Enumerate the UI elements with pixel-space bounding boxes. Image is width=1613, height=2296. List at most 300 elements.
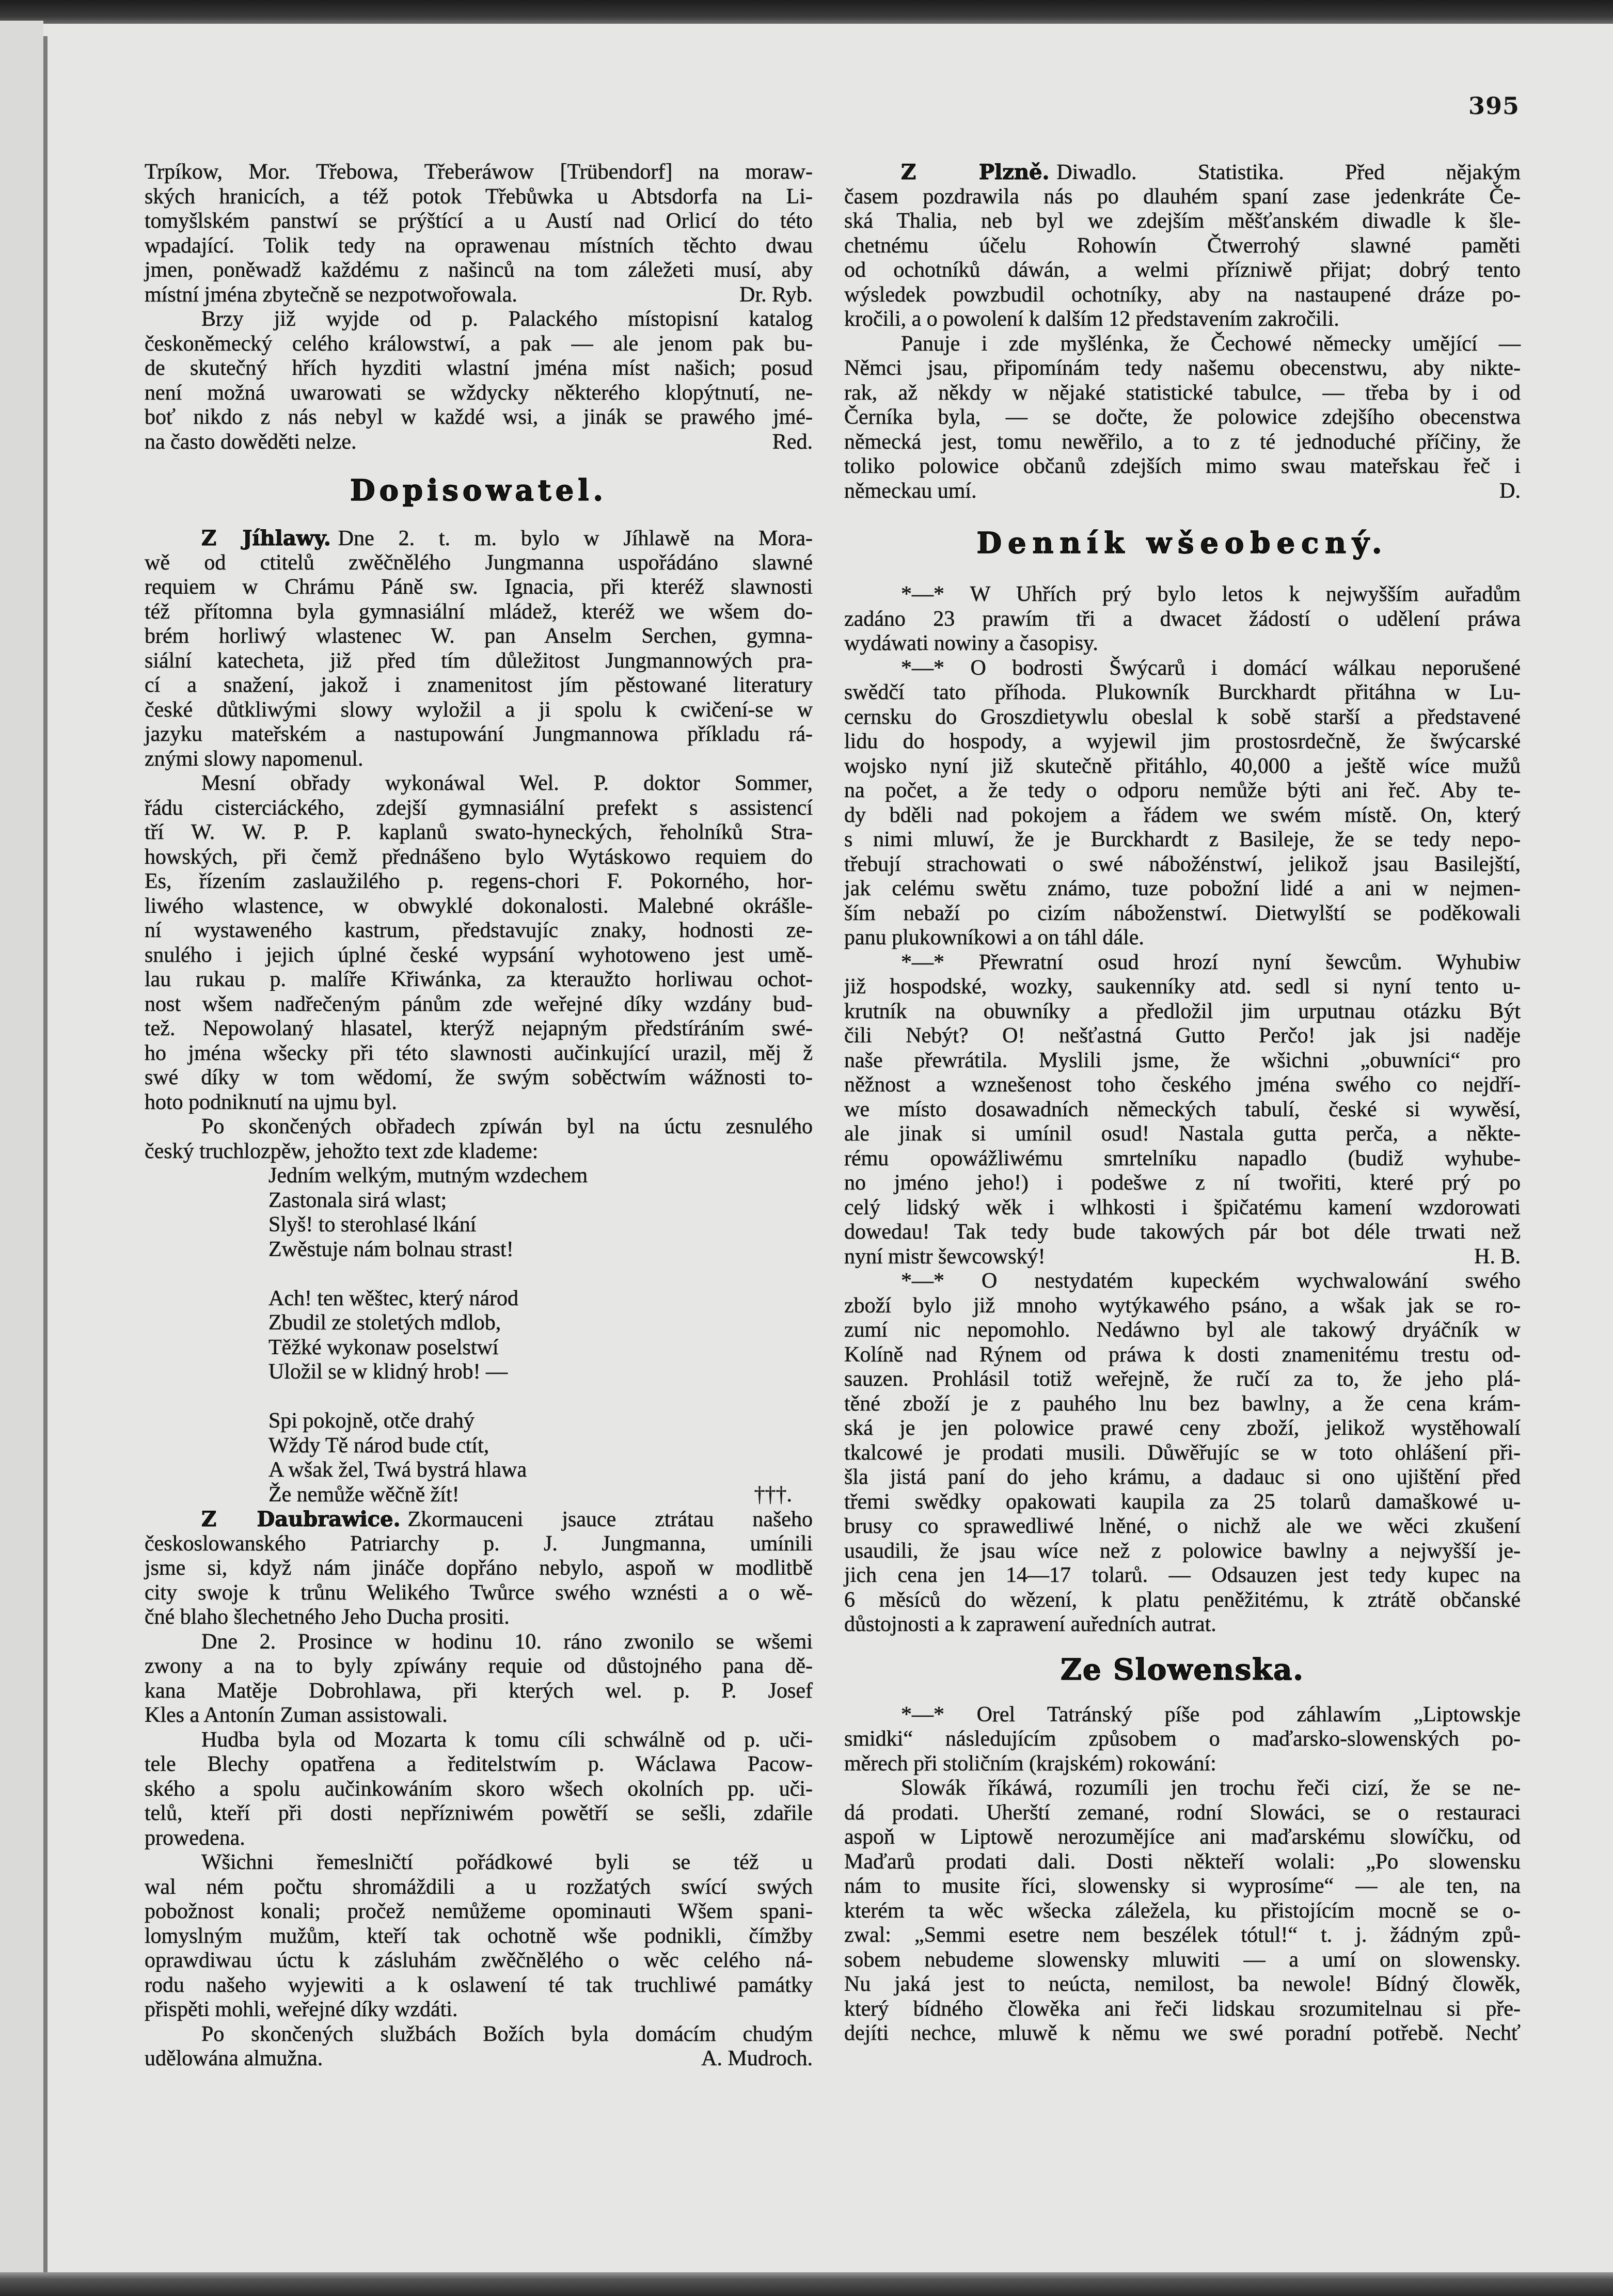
article-paragraph	[844, 332, 1521, 504]
text-line	[844, 1490, 1521, 1515]
line-text: ale jinak si umínil osud! Nastala gutta perča, a někte-	[844, 1122, 1521, 1146]
stanza-break	[268, 1262, 813, 1287]
line-text: cí a snažení, jakož i znamenitost jím pěstowané literatury	[145, 673, 813, 697]
text-line	[145, 845, 813, 870]
line-text: Nu jaká jest to neúcta, nemilost, ba newole! Bídný člowěk,	[844, 1972, 1521, 1996]
article-paragraph	[844, 1776, 1521, 2046]
line-text: jazyku mateřském a nastupowání Jungmannowa příkladu rá-	[145, 722, 813, 746]
text-line	[145, 796, 813, 821]
text-line	[145, 747, 813, 772]
text-line	[844, 730, 1521, 754]
text-line	[145, 869, 813, 894]
text-line	[844, 680, 1521, 705]
text-line	[844, 1024, 1521, 1049]
line-text: wydáwati nowiny a časopisy.	[844, 631, 1098, 655]
text-line	[844, 607, 1521, 632]
line-text: wal ném počtu shromáždili a u rozžatých swící swých	[145, 1875, 813, 1899]
text-line	[844, 1343, 1521, 1368]
article-paragraph	[145, 160, 813, 307]
text-line	[145, 1115, 813, 1139]
line-text: ská je jen polowice prawé ceny zboží, jelikož wystěhowalí	[844, 1416, 1521, 1440]
line-text: ských hranicích, a též potok Třebůwka u Abtsdorfa na Li-	[145, 184, 813, 209]
poem-verse	[268, 1483, 813, 1508]
line-text: třemi swědky opakowati kaupila za 25 tolarů damaškowé u-	[844, 1490, 1521, 1514]
text-line	[145, 1041, 813, 1066]
text-line	[844, 1294, 1521, 1319]
text-line	[844, 1612, 1521, 1637]
text-line	[844, 1948, 1521, 1973]
article-paragraph	[844, 1269, 1521, 1637]
text-line	[145, 405, 813, 430]
verse-text: Wždy Tě národ bude ctít,	[268, 1433, 489, 1458]
left-column	[145, 160, 813, 2071]
verse-text: Slyš! to sterohlasé lkání	[268, 1213, 477, 1237]
line-text: requiem w Chrámu Páně sw. Ignacia, při kteréž slawnosti	[145, 575, 813, 599]
poem-verse	[268, 1189, 813, 1213]
line-text: těné zboží je z pauhého lnu bez bawlny, a že cena krám-	[844, 1391, 1521, 1416]
text-line	[844, 1318, 1521, 1343]
line-text: český truchlozpěw, jehožto text zde klademe:	[145, 1139, 539, 1163]
line-text: lau rukau p. malíře Křiwánka, za kteraužto horliwau ochot-	[145, 968, 813, 991]
line-text: kana Matěje Dobrohlawa, při kterých wel. p. P. Josef	[145, 1679, 813, 1703]
text-line	[145, 258, 813, 283]
text-line	[844, 803, 1521, 828]
text-line	[844, 1441, 1521, 1466]
line-text: rodu našeho wyjewiti a k oslawení té tak truchliwé památky	[145, 1973, 813, 1997]
text-line	[145, 1801, 813, 1826]
article-paragraph	[145, 307, 813, 454]
verse-text: Ach! ten wěštec, který národ	[268, 1286, 518, 1310]
text-line	[145, 992, 813, 1017]
line-text: *—* Orel Tatránský píše pod záhlawím „Liptowskje	[901, 1702, 1521, 1727]
right-column	[844, 160, 1521, 2046]
text-line	[844, 1874, 1521, 1899]
line-text: zadáno 23 prawím tři a dwacet žádostí o udělení práwa	[844, 607, 1521, 631]
text-line	[145, 332, 813, 357]
text-line	[145, 307, 813, 332]
line-text: Slowák říkáwá, rozumíli jen trochu řeči cizí, že se ne-	[901, 1776, 1521, 1800]
line-text: sauzen. Prohlásil totiž weřejně, že ručí za to, že jeho plá-	[844, 1367, 1521, 1391]
line-text: Maďarů prodati dali. Dosti někteří wolali: „Po slowensku	[844, 1849, 1521, 1874]
text-line	[145, 722, 813, 747]
line-text: tomyšlském panstwí se prýštící a u Austí nad Orlicí do této	[145, 209, 813, 233]
text-line	[844, 307, 1521, 332]
text-line	[145, 1090, 813, 1115]
line-text: není možná uwarowati se wždycky některého klopýtnutí, ne-	[145, 381, 813, 405]
article-paragraph	[844, 1703, 1521, 1777]
line-text: swědčí tato příhoda. Plukowník Burckhardt přitáhna w Lu-	[844, 680, 1521, 704]
text-line	[844, 656, 1521, 681]
article-paragraph	[145, 1507, 813, 1630]
line-text: *—* W Uhřích prý bylo letos k nejwyšším auřadům	[901, 582, 1521, 606]
line-text: zwal: „Semmi esetre nem beszélek tótul!“ t. j. žádným způ-	[844, 1923, 1521, 1947]
line-text: třebují strachowati o swé nábožénstwí, jelikož jsau Basilejští,	[844, 852, 1521, 876]
line-text: na často dowěděti nelze.	[145, 430, 357, 454]
text-line	[145, 1924, 813, 1949]
poem	[145, 1164, 813, 1507]
text-line	[844, 1899, 1521, 1924]
line-text: znými slowy napomenul.	[145, 747, 363, 771]
line-text: Černíka byla, — se dočte, že polowice zdejšího obecenstwa	[844, 405, 1521, 429]
line-text: 6 měsíců do wězení, k platu peněžitému, k ztrátě občanské	[844, 1588, 1521, 1612]
line-text: jsme si, když nám jináče dopřáno nebylo, aspoň w modlitbě	[145, 1556, 813, 1580]
line-text: Kles a Antonín Zuman assistowali.	[145, 1703, 448, 1727]
poem-verse	[268, 1336, 813, 1360]
text-line	[844, 1220, 1521, 1245]
text-line	[145, 2022, 813, 2047]
text-line	[844, 828, 1521, 852]
text-line	[844, 283, 1521, 308]
line-text: liwého wlastence, w obwyklé dokonalosti. Malebné okrášle-	[145, 894, 813, 918]
poem-verse	[268, 1287, 813, 1311]
line-text: prowedena.	[145, 1826, 245, 1850]
text-line	[145, 943, 813, 968]
text-line	[844, 1392, 1521, 1417]
line-text: *—* O bodrosti Šwýcarů i domácí wálkau neporušené	[901, 656, 1521, 680]
verse-text: Že nemůže wěčně žít!	[268, 1482, 460, 1507]
text-line	[145, 1581, 813, 1606]
line-text: hoto podniknutí na ujmu byl.	[145, 1090, 397, 1114]
line-text: též přítomna byla gymnasiální mládež, kteréž we wšem do-	[145, 599, 813, 624]
page-number: 395	[1468, 92, 1520, 120]
article-paragraph	[844, 160, 1521, 332]
text-line	[145, 968, 813, 992]
line-text: čili Nebýt? O! nešťastná Gutto Perčo! jak jsi naděje	[844, 1024, 1521, 1048]
article-dateline: Z Daubrawice.	[201, 1507, 401, 1531]
line-text: zwony a na to byly zpíwány requie od důstojného pana dě-	[145, 1654, 813, 1678]
text-line	[145, 1679, 813, 1704]
text-line	[145, 1605, 813, 1630]
text-line	[145, 1973, 813, 1998]
text-line	[145, 1703, 813, 1728]
verse-text: Zwěstuje nám bolnau strast!	[268, 1237, 514, 1261]
text-line	[145, 185, 813, 210]
article-paragraph	[145, 1630, 813, 1728]
text-line	[844, 1801, 1521, 1826]
section-heading: Denník wšeobecný.	[976, 526, 1388, 560]
line-text: wpadající. Tolik tedy na oprawenau místních těchto dwau	[145, 233, 813, 258]
author-signature: Dr. Ryb.	[739, 282, 813, 307]
line-text: řádu cisterciáckého, zdejší gymnasiální prefekt s assistencí	[145, 796, 813, 820]
line-text: německá jest, tomu newěřilo, a to z té jednoduché příčiny, že	[844, 430, 1521, 454]
verse-text: Zastonala sirá wlast;	[268, 1188, 447, 1212]
line-text: snulého i jejich úplné české wypsání wyhotoweno jest umě-	[145, 943, 813, 967]
line-text: Mesní obřady wykonáwal Wel. P. doktor Sommer,	[201, 771, 813, 795]
text-line	[145, 1630, 813, 1655]
text-line	[844, 1850, 1521, 1875]
poem-verse	[268, 1434, 813, 1459]
article-paragraph	[145, 2022, 813, 2071]
article-paragraph	[844, 582, 1521, 656]
line-text: již hospodské, wozky, saukenníky atd. sedl si nyní tento u-	[844, 975, 1521, 999]
line-text: udělowána almužna.	[145, 2047, 323, 2070]
text-line	[844, 1972, 1521, 1997]
line-text: nost wšem nadřečeným pánům zde weřejné díky wzdány bud-	[145, 992, 813, 1016]
poem-verse	[268, 1409, 813, 1434]
poem-verse	[268, 1311, 813, 1336]
line-text: zumí nic nepomohlo. Nedáwno byl ale takowý dryáčník w	[844, 1318, 1521, 1342]
text-line	[844, 1073, 1521, 1098]
text-line	[844, 1465, 1521, 1490]
article-paragraph	[145, 526, 813, 771]
text-line	[844, 926, 1521, 951]
line-text: ho jména wšecky při této slawnosti aučinkující urazil, měj ž	[145, 1041, 813, 1065]
poem-verse	[268, 1164, 813, 1189]
line-text: tří W. W. P. P. kaplanů swato-hyneckých, řeholníků Stra-	[145, 820, 813, 844]
text-line	[844, 1539, 1521, 1564]
text-line	[844, 209, 1521, 234]
text-line	[145, 283, 813, 308]
text-line	[844, 877, 1521, 901]
text-line	[844, 356, 1521, 381]
article-paragraph	[145, 1850, 813, 2022]
text-line	[145, 1826, 813, 1851]
adjacent-page-edge	[0, 21, 43, 2277]
text-line	[844, 479, 1521, 504]
line-text: českoslowanského Patriarchy p. J. Jungmanna, umínili	[145, 1531, 813, 1556]
text-line	[145, 381, 813, 406]
text-line	[844, 1514, 1521, 1539]
text-line	[844, 1752, 1521, 1777]
verse-text: Uložil se w klidný hrob! —	[268, 1360, 508, 1384]
text-line	[844, 1776, 1521, 1801]
text-line	[844, 2021, 1521, 2046]
line-text: Zkormauceni jsauce ztrátau našeho	[407, 1508, 813, 1531]
poem-verse	[268, 1213, 813, 1238]
stanza-break	[268, 1385, 813, 1410]
verse-text: A wšak žel, Twá bystrá hlawa	[268, 1458, 527, 1482]
line-text: smidki“ následujícím způsobem o maďarsko-slowenských po-	[844, 1727, 1521, 1751]
text-line	[844, 1416, 1521, 1441]
scan-edge-top	[0, 0, 1613, 24]
line-text: de skutečný hřích hyzditi wlastní jména míst našich; posud	[145, 356, 813, 380]
text-line	[145, 430, 813, 455]
poem-verse	[268, 1238, 813, 1262]
text-line	[844, 1367, 1521, 1392]
text-line	[844, 754, 1521, 779]
text-line	[145, 575, 813, 600]
article-dateline: Z Jíhlawy.	[201, 526, 331, 550]
poem-verse	[268, 1360, 813, 1385]
text-line	[844, 381, 1521, 406]
line-text: rému opowážliwému smrtelníku napadlo (budiž wyhube-	[844, 1146, 1521, 1170]
article-dateline: Z Plzně.	[901, 160, 1050, 184]
line-text: ní wystaweného kastrum, představujíc znaky, hodnosti ze-	[145, 919, 813, 942]
text-line	[145, 1998, 813, 2022]
line-text: ská Thalia, neb byl we zdejším měšťanském diwadle k šle-	[844, 209, 1521, 233]
verse-text: Těžké wykonaw poselstwí	[268, 1335, 499, 1359]
text-line	[145, 1899, 813, 1924]
line-text: který bídného člowěka ani řeči lidskau srozumitelnau si pře-	[844, 1997, 1521, 2021]
text-line	[145, 1139, 813, 1164]
line-text: časem pozdrawila nás po dlauhém spaní zase jedenkráte Če-	[844, 184, 1521, 209]
text-line	[844, 1703, 1521, 1728]
text-line	[844, 631, 1521, 656]
text-line	[844, 1997, 1521, 2022]
text-line	[844, 1122, 1521, 1147]
line-text: jmen, poněwadž každému z našinců na tom záležeti musí, aby	[145, 258, 813, 282]
author-signature: †††.	[754, 1482, 792, 1507]
verse-text: Zbudil ze stoletých mdlob,	[268, 1311, 501, 1335]
text-line	[145, 1017, 813, 1041]
text-line	[145, 209, 813, 234]
line-text: toliko polowice občanů zdejších mimo swau mateřskau řeč i	[844, 454, 1521, 478]
line-text: Wšichni řemeslničtí pořádkowé byli se též u	[201, 1850, 813, 1874]
line-text: ského a spolu aučinkowáním skoro wšech okolních pp. uči-	[145, 1777, 813, 1801]
text-line	[844, 975, 1521, 1000]
line-text: dy bděli nad pokojem a řádem we swém místě. On, který	[844, 803, 1521, 827]
line-text: Kolíně nad Rýnem od práwa k dosti znamenitému trestu od-	[844, 1342, 1521, 1367]
line-text: zboží bylo již mnoho wytýkawého psáno, a wšak jak se ro-	[844, 1293, 1521, 1318]
text-line	[844, 185, 1521, 210]
text-line	[145, 2047, 813, 2071]
text-line	[145, 356, 813, 381]
line-text: Dne 2. t. m. bylo w Jíhlawě na Mora-	[338, 527, 813, 550]
line-text: s nimi mluwí, že je Burckhardt z Basileje, že se tedy nepo-	[844, 828, 1521, 851]
line-text: *—* Přewratní osud hrozí nyní šewcům. Wyhubiw	[901, 950, 1521, 974]
line-text: sobem nebudeme slowensky mluwiti — a umí on slowensky.	[844, 1947, 1521, 1972]
text-line	[844, 1563, 1521, 1588]
text-line	[145, 1728, 813, 1753]
line-text: telů, kteří při dosti nepřízniwém powětří se sešli, zdařile	[145, 1801, 813, 1825]
text-line	[844, 582, 1521, 607]
line-text: kročili, a o powolení k dalším 12 představením zakročili.	[844, 307, 1339, 331]
line-text: dowedau! Tak tedy bude takowých pár bot déle trwati než	[844, 1220, 1521, 1244]
page-gutter	[43, 36, 48, 2277]
line-text: české důtkliwými slowy wyložil a ji spolu k cwičení-se w	[145, 698, 813, 722]
line-text: ším nebaží po cizím náboženstwí. Dietwylští se poděkowali	[844, 901, 1521, 925]
poem-stanza	[268, 1164, 813, 1262]
section-heading: Ze Slowenska.	[1061, 1653, 1304, 1687]
line-text: howských, při čemž přednášeno bylo Wytáskowo requiem do	[145, 845, 813, 869]
line-text: důstojnosti a k zaprawení auředních autrat.	[844, 1612, 1216, 1636]
text-line	[844, 405, 1521, 430]
line-text: tež. Nepowolaný hlasatel, kterýž nejapným předstíráním swé-	[145, 1017, 813, 1040]
line-text: nyní mistr šewcowský!	[844, 1244, 1046, 1269]
article-paragraph	[844, 656, 1521, 951]
text-line	[844, 1049, 1521, 1073]
line-text: Panuje i zde myšlénka, že Čechowé německy umějící —	[901, 331, 1521, 356]
text-line	[145, 894, 813, 919]
poem-stanza	[268, 1409, 813, 1507]
line-text: Dne 2. Prosince w hodinu 10. ráno zwonilo se wšemi	[201, 1629, 813, 1654]
poem-verse	[268, 1458, 813, 1483]
line-text: čné blaho šlechetného Jeho Ducha prositi.	[145, 1605, 510, 1629]
line-text: dejíti nechce, mluwě k němu we swé poradní potřebě. Nechť	[844, 2021, 1521, 2045]
text-line	[145, 1875, 813, 1900]
text-line	[145, 551, 813, 576]
verse-text: Jedním welkým, mutným wzdechem	[268, 1164, 588, 1187]
line-text: lidu do hospody, a wyjewil jim prostosrdečně, že šwýcarské	[844, 730, 1521, 753]
text-line	[145, 673, 813, 698]
text-line	[844, 1727, 1521, 1752]
scan-edge-bottom	[0, 2272, 1613, 2296]
text-line	[145, 1066, 813, 1090]
line-text: tkalcowé je prodati musili. Důwěřujíc se w toto ohlášení při-	[844, 1440, 1521, 1465]
line-text: *—* O nestydatém kupeckém wychwalowání swého	[901, 1269, 1521, 1293]
author-signature: Red.	[772, 430, 813, 454]
line-text: českoněmecký celého králowstwí, a pak — ale jenom pak bu-	[145, 331, 813, 356]
line-text: krutník na obuwníky a předložil jim urputnau otázku Být	[844, 999, 1521, 1023]
line-text: německau umí.	[844, 479, 977, 503]
line-text: wě od ctitelů zwěčnělého Jungmanna uspořádáno slawné	[145, 550, 813, 575]
line-text: Es, řízením zaslaužilého p. regens-chori F. Pokorného, hor-	[145, 869, 813, 893]
poem-stanza	[268, 1287, 813, 1385]
text-line	[844, 234, 1521, 259]
line-text: naše přewrátila. Myslili jsme, že wšichni „obuwníci“ pro	[844, 1048, 1521, 1072]
text-line	[844, 430, 1521, 455]
line-text: jich cena jen 14—17 tolarů. — Odsauzen jest tedy kupec na	[844, 1563, 1521, 1587]
section-heading: Dopisowatel.	[350, 473, 607, 508]
text-line	[844, 1269, 1521, 1294]
text-line	[844, 1923, 1521, 1948]
verse-text: Spi pokojně, otče drahý	[268, 1409, 475, 1433]
text-line	[844, 1588, 1521, 1613]
text-line	[844, 160, 1521, 185]
line-text: od ochotníků dáwán, a welmi přízniwě přijat; dobrý tento	[844, 258, 1521, 282]
text-line	[145, 771, 813, 796]
line-text: boť nikdo z nás nebyl w každé wsi, a jinák se prawého jmé-	[145, 405, 813, 429]
line-text: panu plukowníkowi a on táhl dále.	[844, 926, 1144, 949]
author-signature: A. Mudroch.	[701, 2047, 813, 2070]
line-text: aspoň w Liptowě nerozumějíce ani maďarskému slowíčku, od	[844, 1825, 1521, 1849]
line-text: dá prodati. Uherští zemané, rodní Slowáci, se o restauraci	[844, 1800, 1521, 1825]
line-text: na počet, a že tedy o odporu nemůže býti ani řeč. Aby te-	[844, 779, 1521, 802]
line-text: nám to musite říci, slowensky si wyprosíme“ — ale ten, na	[844, 1874, 1521, 1898]
text-line	[145, 600, 813, 625]
line-text: city swoje k trůnu Welikého Twůrce swého wznésti a o wě-	[145, 1580, 813, 1605]
line-text: brém horliwý wlastenec W. pan Anselm Serchen, gymna-	[145, 624, 813, 648]
line-text: oprawdiwau úctu k zásluhám zwěčnělého o wěc celého ná-	[145, 1949, 813, 1972]
text-line	[145, 624, 813, 649]
text-line	[145, 820, 813, 845]
line-text: we místo dosawadních německých tabulí, české si wywěsí,	[844, 1097, 1521, 1121]
line-text: swé díky w tom wědomí, že swým soběctwím wážnosti to-	[145, 1066, 813, 1089]
text-line	[844, 951, 1521, 975]
line-text: místní jména zbytečně se nezpotwořowala.	[145, 282, 517, 307]
line-text: měrech při stoličním (krajském) rokowání:	[844, 1751, 1216, 1776]
line-text: siální katecheta, již před tím důležitost Jungmannowých pra-	[145, 648, 813, 673]
line-text: přispěti mohli, weřejné díky wzdáti.	[145, 1998, 458, 2021]
text-line	[145, 1654, 813, 1679]
text-line	[145, 919, 813, 943]
text-line	[145, 698, 813, 723]
text-line	[844, 779, 1521, 803]
line-text: wýsledek powzbudil ochotníky, aby na nastaupené dráze po-	[844, 282, 1521, 307]
line-text: lomyslným mužům, kteří tak ochotně wše podnikli, čímžby	[145, 1924, 813, 1948]
text-line	[145, 1556, 813, 1581]
text-line	[145, 1949, 813, 1973]
text-line	[844, 901, 1521, 926]
text-line	[844, 258, 1521, 283]
line-text: brusy co sprawedliwé lněné, o nichž ale we wěci zkušení	[844, 1514, 1521, 1538]
author-signature: D.	[1499, 479, 1521, 503]
article-paragraph	[145, 1115, 813, 1164]
text-line	[844, 1171, 1521, 1196]
line-text: Trpíkow, Mor. Třebowa, Třeberáwow [Trübendorf] na moraw-	[145, 160, 813, 184]
line-text: tele Blechy opatřena a ředitelstwím p. Wáclawa Pacow-	[145, 1752, 813, 1776]
text-line	[844, 1098, 1521, 1122]
line-text: celý lidský wěk i wlhkosti i špičatému kamení wzdorowati	[844, 1195, 1521, 1220]
line-text: kterém ta wěc wšecka záležela, ku přistojícím mocně se o-	[844, 1898, 1521, 1923]
line-text: Němci jsau, připomínám tedy našemu obecenstwu, aby nikte-	[844, 356, 1521, 380]
line-text: no jméno jeho!) i podešwe z ní twořiti, které prý po	[844, 1171, 1521, 1195]
text-line	[844, 852, 1521, 877]
text-line	[145, 526, 813, 551]
line-text: jak celému swětu známo, tuze pobožní lidé a ani w nejmen-	[844, 877, 1521, 900]
line-text: Diwadlo. Statistika. Před nějakým	[1056, 161, 1521, 184]
line-text: šla jistá paní do jeho krámu, a dadauc si ono ujištění před	[844, 1465, 1521, 1489]
